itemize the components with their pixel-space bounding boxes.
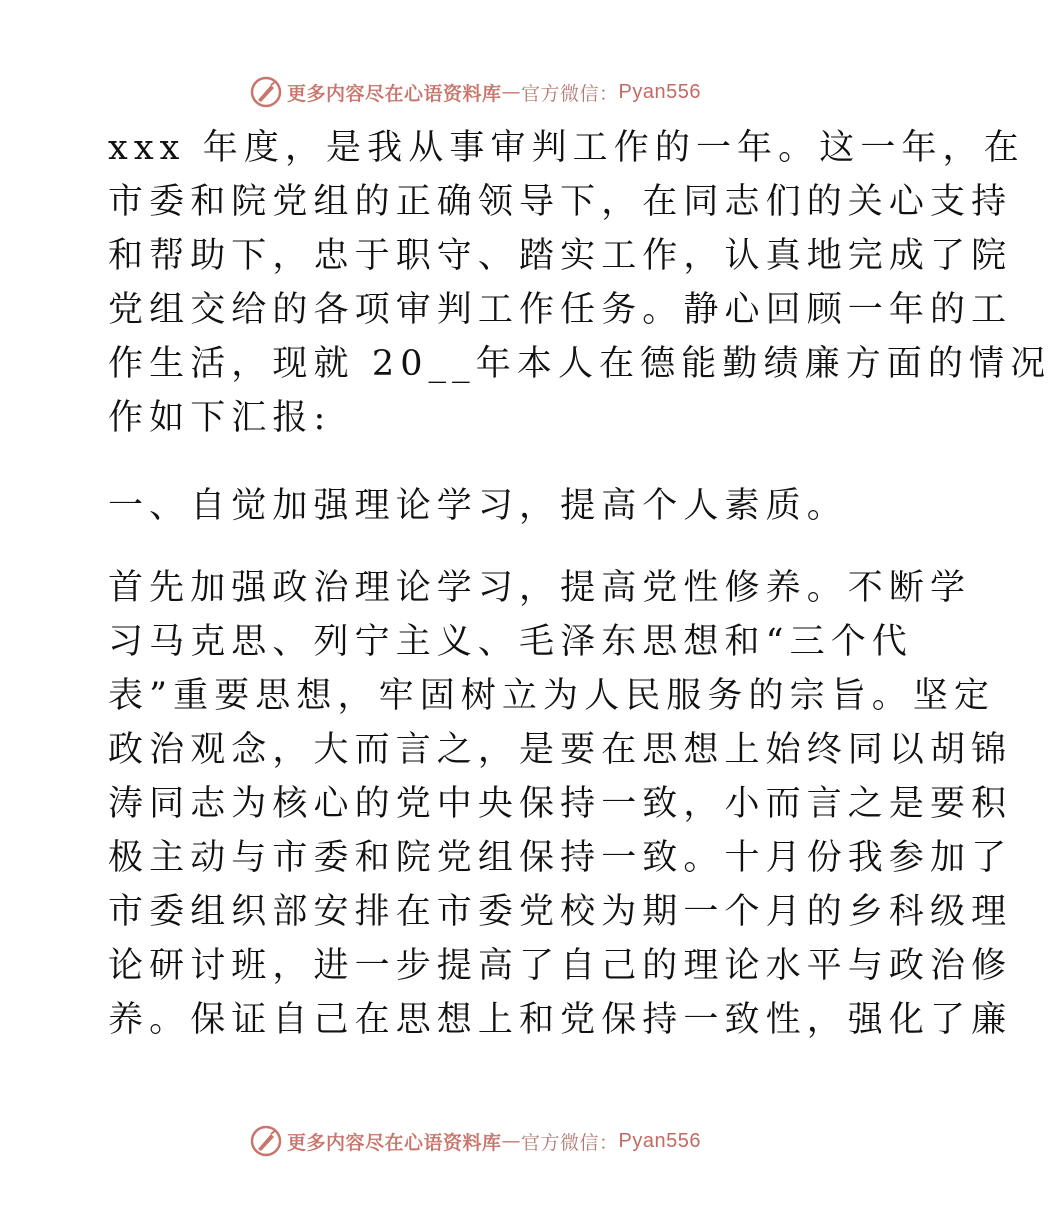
watermark-label: 官方微信：	[521, 82, 619, 105]
text-line: 极主动与市委和院党组保持一致。十月份我参加了	[108, 838, 1013, 878]
text-line: xxx 年度，是我从事审判工作的一年。这一年，在	[108, 128, 1025, 168]
text-line: 首先加强政治理论学习，提高党性修养。不断学	[108, 568, 972, 608]
section-heading	[98, 479, 858, 533]
watermark-dash: —	[501, 81, 522, 103]
watermark-account: Pyan556	[618, 80, 701, 103]
watermark-brand: 更多内容尽在心语资料库	[287, 1131, 502, 1154]
text-line: 作如下汇报:	[108, 398, 332, 438]
paragraph-intro	[98, 121, 1051, 445]
text-line: 养。保证自己在思想上和党保持一致性，强化了廉	[108, 1000, 1013, 1040]
quill-logo-icon	[249, 1124, 283, 1158]
quill-logo-icon	[249, 75, 283, 109]
text-line: 一、自觉加强理论学习，提高个人素质。	[108, 486, 848, 526]
text-line: 作生活，现就 20__年本人在德能勤绩廉方面的情况	[108, 344, 1051, 384]
text-line: 政治观念，大而言之，是要在思想上始终同以胡锦	[108, 730, 1013, 770]
footer-watermark	[0, 1121, 950, 1161]
text-line: 习马克思、列宁主义、毛泽东思想和“三个代	[108, 622, 913, 662]
watermark-label: 官方微信：	[521, 1131, 619, 1154]
text-line: 涛同志为核心的党中央保持一致，小而言之是要积	[108, 784, 1013, 824]
text-line: 论研讨班，进一步提高了自己的理论水平与政治修	[108, 946, 1013, 986]
text-line: 市委和院党组的正确领导下，在同志们的关心支持	[108, 182, 1013, 222]
text-line: 市委组织部安排在市委党校为期一个月的乡科级理	[108, 892, 1013, 932]
watermark-account: Pyan556	[618, 1129, 701, 1152]
document-body	[98, 121, 1051, 1047]
text-line: 表”重要思想，牢固树立为人民服务的宗旨。坚定	[108, 676, 996, 716]
watermark-dash: —	[501, 1130, 522, 1152]
text-line: 党组交给的各项审判工作任务。静心回顾一年的工	[108, 290, 1013, 330]
paragraph-body	[98, 561, 1013, 1047]
header-watermark	[0, 72, 950, 112]
watermark-brand: 更多内容尽在心语资料库	[287, 82, 502, 105]
text-line: 和帮助下，忠于职守、踏实工作，认真地完成了院	[108, 236, 1013, 276]
